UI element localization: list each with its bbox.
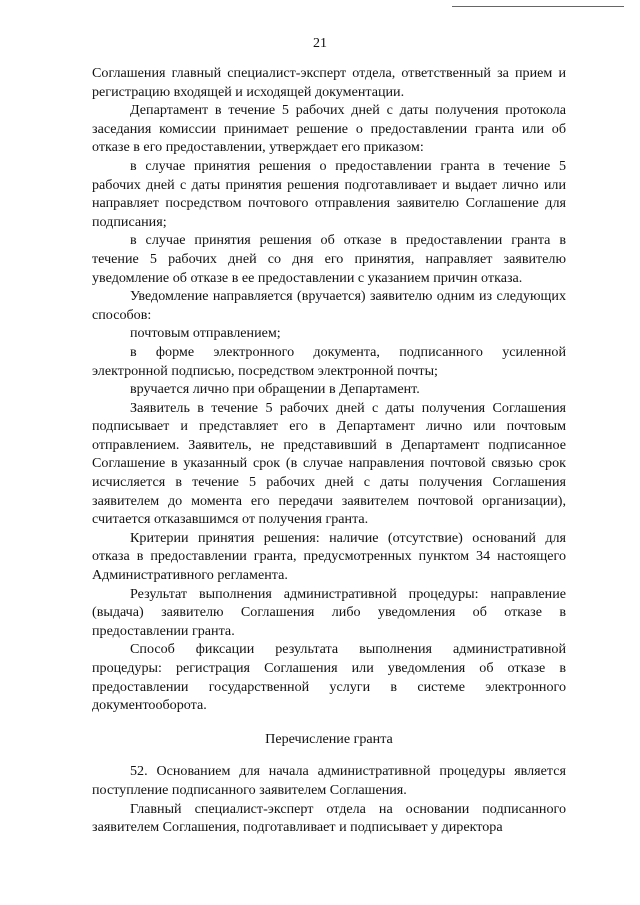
paragraph: Способ фиксации результата выполнения административной процедуры: регистрация Соглашения или уведомления об отказе в предоставлении государственной услуги в системе электронного документооборота.: [92, 641, 566, 714]
page-number: 21: [313, 36, 327, 51]
paragraph: почтовым отправлением;: [130, 325, 281, 342]
paragraph: Заявитель в течение 5 рабочих дней с даты получения Соглашения подписывает и представляет его в Департамент лично или почтовым отправлением. Заявитель, не представивший в Департамент подписанное Соглашение в указанный срок (в случае направления почтовой связью срок исчисляется в течение 5 рабочих дней с даты получения Соглашения заявителем до момента его передачи заявителем почтовой организации), считается отказавшимся от получения гранта.: [92, 399, 566, 528]
paragraph: вручается лично при обращении в Департамент.: [130, 381, 420, 398]
paragraph: Соглашения главный специалист-эксперт отдела, ответственный за прием и регистрацию входящей и исходящей документации.: [92, 65, 566, 100]
document-body: [92, 64, 566, 837]
paragraph: Уведомление направляется (вручается) заявителю одним из следующих способов:: [92, 288, 566, 323]
paragraph: в случае принятия решения о предоставлении гранта в течение 5 рабочих дней с даты принятия решения подготавливает и выдает лично или направляет посредством почтового отправления заявителю Соглашение для подписания;: [92, 157, 566, 230]
paragraph: Главный специалист-эксперт отдела на основании подписанного заявителем Соглашения, подготавливает и подписывает у директора: [92, 800, 566, 836]
paragraph: в случае принятия решения об отказе в предоставлении гранта в течение 5 рабочих дней со дня его принятия, направляет заявителю уведомление об отказе в ее предоставлении с указанием причин отказа.: [92, 232, 566, 286]
paragraph: 52. Основанием для начала административной процедуры является поступление подписанного заявителем Соглашения.: [92, 763, 566, 798]
top-rule: [452, 6, 624, 7]
paragraph: Критерии принятия решения: наличие (отсутствие) оснований для отказа в предоставлении гранта, предусмотренных пунктом 34 настоящего Административного регламента.: [92, 529, 566, 584]
paragraph: Департамент в течение 5 рабочих дней с даты получения протокола заседания комиссии принимает решение о предоставлении гранта или об отказе в его предоставлении, утверждает его приказом:: [92, 102, 566, 156]
paragraph: Результат выполнения административной процедуры: направление (выдача) заявителю Соглашения либо уведомления об отказе в предоставлении гранта.: [92, 585, 566, 639]
section-heading: Перечисление гранта: [265, 730, 393, 747]
paragraph: в форме электронного документа, подписанного усиленной электронной подписью, посредством электронной почты;: [92, 343, 566, 379]
